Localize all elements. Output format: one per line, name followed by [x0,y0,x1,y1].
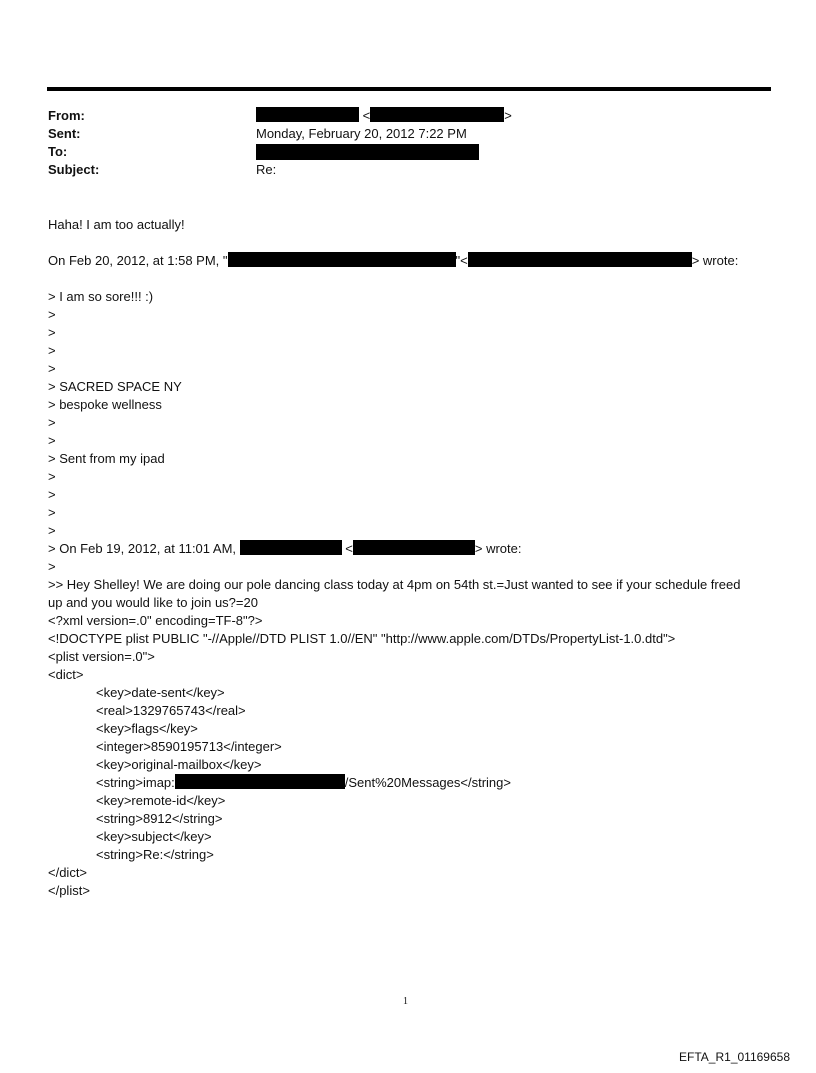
quote-header-1 [48,252,738,270]
quote-header-1-part: On Feb 20, 2012, at 1:58 PM, " [48,253,228,268]
redaction-box [353,540,475,555]
redaction-box [175,774,345,789]
reply-text: Haha! I am too actually! [48,217,185,232]
xml-line-part: <string>imap: [96,775,175,790]
subject-label: Subject: [48,162,100,177]
redaction-box [256,107,359,122]
sent-value: Monday, February 20, 2012 7:22 PM [256,126,467,141]
quoted-line: > [48,307,56,322]
xml-line: <integer>8590195713</integer> [96,739,282,754]
quote-header-1-part: "< [455,253,468,268]
redaction-box [468,252,692,267]
quote-header-2-part: < [345,541,353,556]
xml-line: <plist version=.0"> [48,649,155,664]
from-label: From: [48,108,85,123]
quoted-line: > [48,505,56,520]
from-lt: < [362,108,371,123]
subject-value: Re: [256,162,277,177]
quote-header-1-part: > wrote: [691,253,739,268]
xml-line: <?xml version=.0" encoding=TF-8"?> [48,613,263,628]
quoted-line: > [48,361,56,376]
xml-line: </dict> [48,865,88,880]
quote-header-2-part: > On Feb 19, 2012, at 11:01 AM, [48,541,237,556]
xml-line: <key>remote-id</key> [96,793,226,808]
xml-line: <!DOCTYPE plist PUBLIC "-//Apple//DTD PLIST 1.0//EN" "http://www.apple.com/DTDs/PropertyList-1.0.dtd"> [48,631,676,646]
xml-line: <key>date-sent</key> [96,685,225,700]
from-gt: > [504,108,512,123]
to-label: To: [48,144,68,159]
redaction-box [228,252,456,267]
quoted-line: > [48,559,56,574]
xml-line: <string>8912</string> [96,811,223,826]
xml-line: <key>flags</key> [96,721,198,736]
quote-header-2 [48,540,521,558]
redaction-box [370,107,504,122]
xml-line [96,774,511,792]
xml-line: <dict> [48,667,84,682]
quoted-line: > [48,343,56,358]
xml-line: <key>original-mailbox</key> [96,757,262,772]
xml-line: <key>subject</key> [96,829,212,844]
quoted-line: > Sent from my ipad [48,451,165,466]
xml-line: <string>Re:</string> [96,847,214,862]
xml-line: <real>1329765743</real> [96,703,246,718]
quoted-line: > [48,487,56,502]
to-redaction [256,144,479,160]
xml-line-part: /Sent%20Messages</string> [344,775,511,790]
message-line: >> Hey Shelley! We are doing our pole dancing class today at 4pm on 54th st.=Just wanted to see if your schedule freed [48,577,741,592]
sent-label: Sent: [48,126,81,141]
quoted-line: > bespoke wellness [48,397,162,412]
xml-line: </plist> [48,883,90,898]
quoted-line: > [48,415,56,430]
quoted-line: > [48,523,56,538]
page-number: 1 [403,996,408,1007]
document-id: EFTA_R1_01169658 [679,1050,790,1064]
quoted-line: > [48,325,56,340]
from-value [256,107,512,125]
quote-header-2-part: > wrote: [474,541,522,556]
quoted-line: > [48,433,56,448]
message-line: up and you would like to join us?=20 [48,595,258,610]
quoted-line: > SACRED SPACE NY [48,379,182,394]
quoted-line: > I am so sore!!! :) [48,289,154,304]
quoted-line: > [48,469,56,484]
header-rule [47,87,771,91]
redaction-box [240,540,342,555]
